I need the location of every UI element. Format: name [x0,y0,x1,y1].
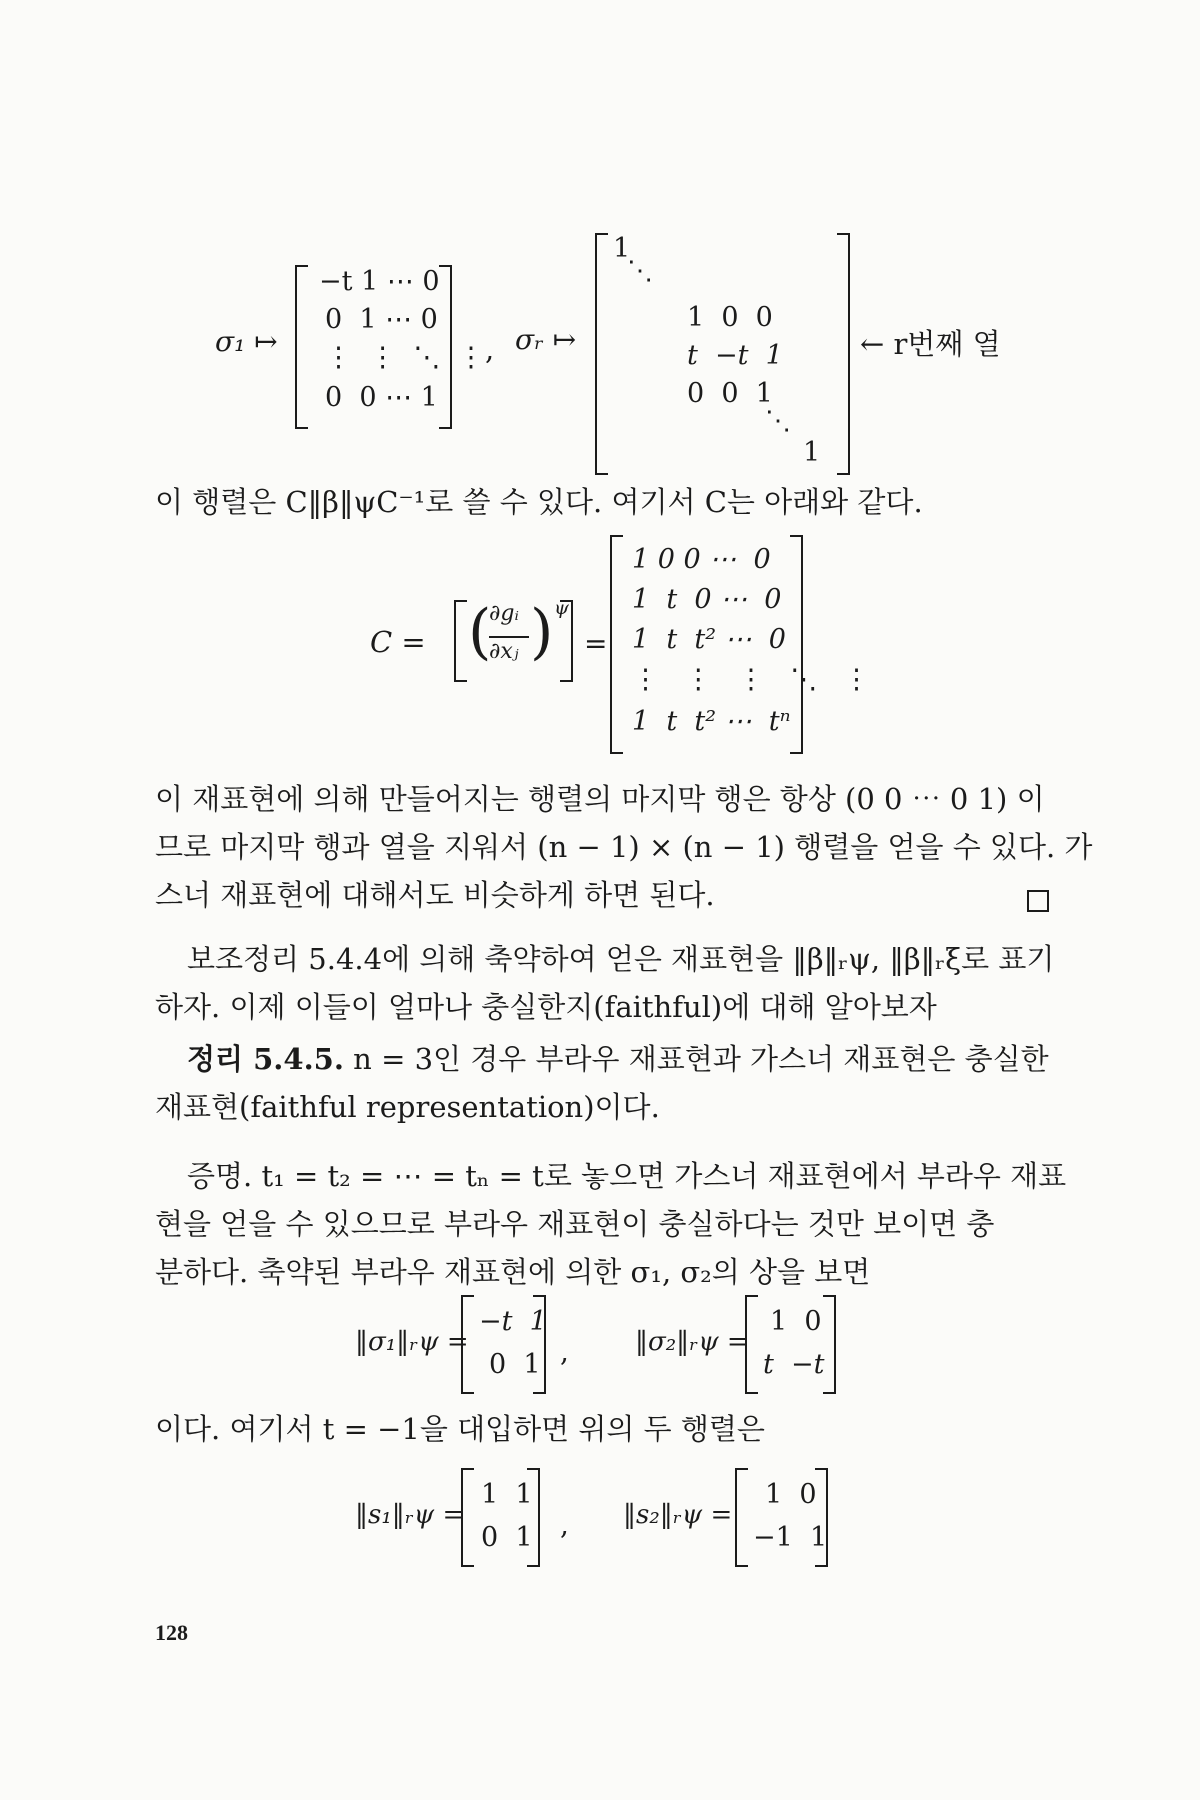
theorem-label: 정리 5.4.5. [187,1042,344,1076]
matrix-row: 1 t t² ⋯ 0 [632,624,786,655]
matrix-row: t −t 1 [687,340,783,371]
comma: , [485,332,495,366]
matrix-row: 1 0 [770,1306,822,1337]
proof-line: t₁ = t₂ = ⋯ = tₙ = t로 놓으면 가스너 재표현에서 부라우 재표 [261,1159,1067,1193]
matrix-row: 1 0 0 [687,302,773,333]
sigma2-norm-label: ‖σ₂‖ᵣψ = [635,1327,749,1357]
comma: , [560,1508,569,1541]
left-bracket [610,535,623,754]
proof-line: 분하다. 축약된 부라우 재표현에 의한 σ₁, σ₂의 상을 보면 [155,1255,871,1289]
fraction-bar [489,636,529,638]
paragraph-line: 하자. 이제 이들이 얼마나 충실한지(faithful)에 대해 알아보자 [155,990,937,1024]
equals: = [584,627,608,660]
matrix-C [370,535,870,755]
left-bracket [461,1468,474,1567]
paragraph-line: 므로 마지막 행과 열을 지워서 (n − 1) × (n − 1) 행렬을 얻을 수 있다. 가 [155,830,1093,864]
paragraph-line: 보조정리 5.4.4에 의해 축약하여 얻은 재표현을 ‖β‖ᵣψ, ‖β‖ᵣξ로 표기 [187,942,1055,976]
outer-left-bracket [454,600,467,682]
matrix-row: ⋮ ⋮ ⋱ ⋮ [325,342,485,373]
matrix-row: 0 1 [481,1522,533,1553]
matrix-row: 1 0 [765,1479,817,1510]
s1-norm-label: ‖s₁‖ᵣψ = [355,1500,465,1530]
theorem-line: 재표현(faithful representation)이다. [155,1090,660,1124]
matrix-top-one: 1 [613,233,631,264]
matrix-row: 0 1 [489,1349,541,1380]
proof-label: 증명. [187,1159,253,1193]
paragraph-line: 스너 재표현에 대해서도 비슷하게 하면 된다. [155,878,715,912]
diagonal-dots: ⋱ [765,406,788,436]
psi-superscript: ψ [554,597,569,619]
matrix-row: 0 0 ⋯ 1 [325,382,438,413]
right-paren: ) [530,597,554,667]
paragraph: 이 행렬은 C‖β‖ψC⁻¹로 쓸 수 있다. 여기서 C는 아래와 같다. [155,485,923,519]
matrix-sigma1 [215,255,485,430]
right-bracket [790,535,803,754]
diagonal-dots: ⋱ [627,256,650,286]
theorem [155,1035,1049,1131]
proof [155,1152,1066,1296]
fraction-denominator: ∂xⱼ [489,639,519,664]
proof-line: 현을 얻을 수 있으므로 부라우 재표현이 충실하다는 것만 보이면 충 [155,1207,995,1241]
equation-s-images [355,1468,875,1568]
left-bracket [295,265,308,429]
left-bracket [595,233,608,475]
paragraph [155,935,1054,1031]
matrix-row: 1 t 0 ⋯ 0 [632,584,782,615]
left-bracket [461,1295,474,1394]
sigma-r-label: σᵣ ↦ [515,323,577,356]
matrix-row: ⋮ ⋮ ⋮ ⋱ ⋮ [632,664,870,695]
fraction-numerator: ∂gᵢ [489,601,519,626]
matrix-row: t −t [763,1349,825,1380]
paragraph [155,775,1092,919]
matrix-row: 0 1 ⋯ 0 [325,304,438,335]
paragraph: 이다. 여기서 t = −1을 대입하면 위의 두 행렬은 [155,1412,765,1446]
left-paren: ( [468,597,492,667]
matrix-bottom-one: 1 [803,437,821,468]
matrix-row: 1 1 [481,1479,533,1510]
matrix-sigma-r [515,228,1035,478]
matrix-row: 1 0 0 ⋯ 0 [632,544,771,575]
sigma1-norm-label: ‖σ₁‖ᵣψ = [355,1327,469,1357]
qed-box [1027,890,1049,912]
left-bracket [735,1468,748,1567]
matrix-row: 1 t t² ⋯ tⁿ [632,706,791,737]
matrix-row: 0 0 1 [687,378,773,409]
C-lhs: C = [370,625,426,659]
paragraph-line: 이 재표현에 의해 만들어지는 행렬의 마지막 행은 항상 (0 0 ⋯ 0 1) 이 [155,782,1045,816]
page-number: 128 [155,1620,188,1645]
theorem-line: n = 3인 경우 부라우 재표현과 가스너 재표현은 충실한 [353,1042,1049,1076]
left-bracket [745,1295,758,1394]
outer-right-bracket [560,600,573,682]
right-bracket [837,233,850,475]
matrix-row: −1 1 [753,1522,828,1553]
equation-sigma-images [355,1295,875,1395]
comma: , [560,1335,569,1368]
column-note: ← r번째 열 [860,327,1001,361]
s2-norm-label: ‖s₂‖ᵣψ = [623,1500,733,1530]
matrix-row: −t 1 ⋯ 0 [319,266,440,297]
sigma1-label: σ₁ ↦ [215,325,278,358]
matrix-row: −t 1 [479,1306,547,1337]
